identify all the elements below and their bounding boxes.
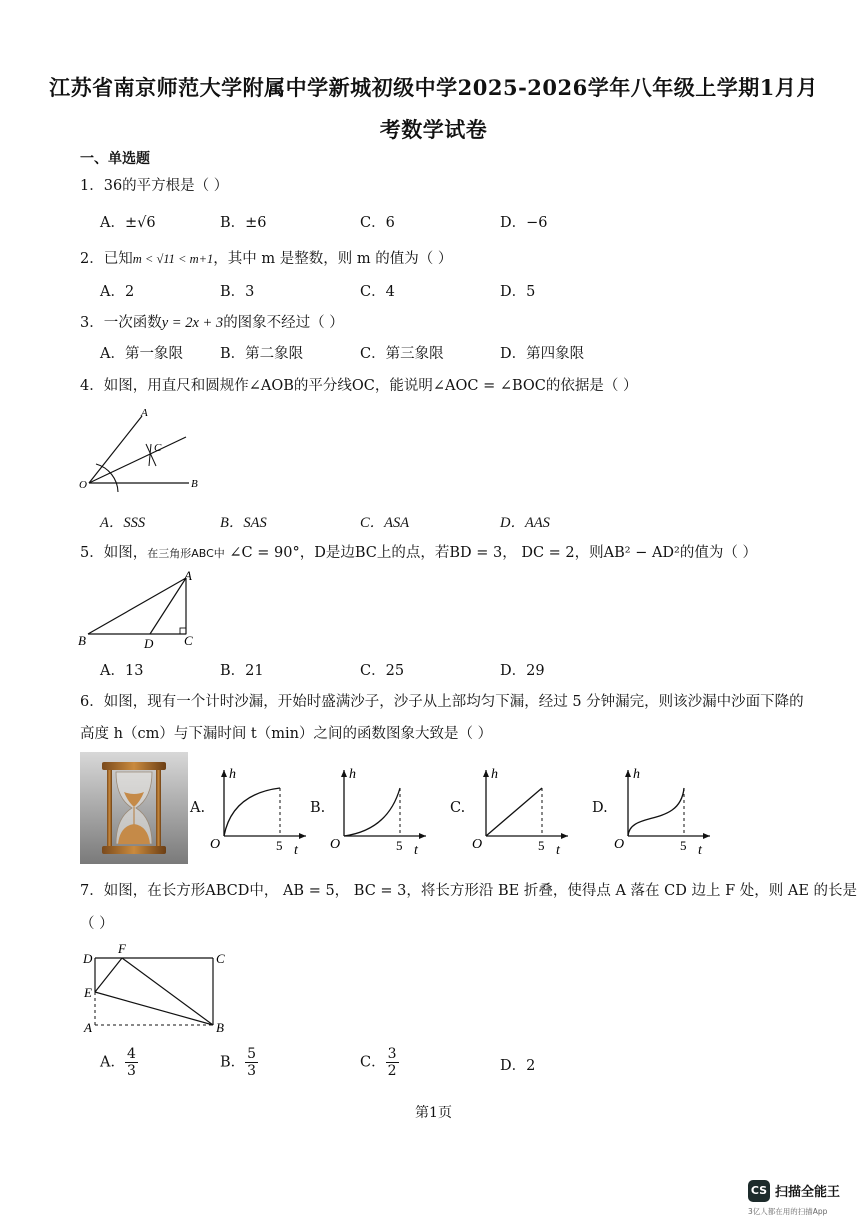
svg-text:t: t xyxy=(414,843,418,858)
label-a: A xyxy=(184,568,192,583)
q1-option-d: D．−6 xyxy=(500,215,548,231)
question-2: 2．已知m < √11 < m+1，其中 m 是整数，则 m 的值为（ ） xyxy=(80,251,453,267)
svg-text:5: 5 xyxy=(680,838,687,853)
question-3: 3．一次函数y = 2x + 3的图象不经过（ ） xyxy=(80,315,344,331)
exam-title-line1: 江苏省南京师范大学附属中学新城初级中学2025-2026学年八年级上学期1月月 xyxy=(49,75,818,100)
question-5: 5．如图，在三角形ABC中 ∠C = 90°，D是边BC上的点，若BD = 3， DC = 2，则AB² − AD²的值为（ ） xyxy=(80,545,757,561)
q7-option-a: A． $\frac{4}{3}$ xyxy=(100,1046,136,1079)
scanner-watermark xyxy=(748,1178,858,1218)
q6-option-c-label: C. xyxy=(450,800,466,816)
exam-title-line2: 考数学试卷 xyxy=(379,117,488,142)
q4-option-c: C．ASA xyxy=(360,515,410,531)
q6-graph-b xyxy=(326,764,431,859)
q6-option-a-label: A. xyxy=(190,800,206,816)
question-7-line2: （ ） xyxy=(80,916,114,932)
q2-option-c: C．4 xyxy=(360,284,395,300)
q2-option-b: B．3 xyxy=(220,284,255,300)
q3-option-d: D．第四象限 xyxy=(500,346,585,362)
svg-text:h: h xyxy=(349,767,356,782)
q4-option-a: A．SSS xyxy=(100,515,146,531)
q3-option-c: C．第三象限 xyxy=(360,346,444,362)
q6-graph-c xyxy=(468,764,573,859)
label-b: B xyxy=(78,633,86,648)
svg-text:O: O xyxy=(210,837,221,852)
label-d: D xyxy=(83,951,93,966)
q7-option-c: C． $\frac{3}{2}$ xyxy=(360,1046,397,1079)
svg-text:t: t xyxy=(698,843,702,858)
q4-angle-bisector-figure xyxy=(76,404,206,496)
label-c: C xyxy=(184,633,193,648)
question-7: 7．如图，在长方形ABCD中， AB = 5， BC = 3，将长方形沿 BE 折叠，使得点 A 落在 CD 边上 F 处，则 AE 的长是 xyxy=(80,883,858,899)
section-heading: 一、单选题 xyxy=(80,151,150,167)
q3-option-a: A．第一象限 xyxy=(100,346,183,362)
label-e: E xyxy=(84,985,92,1000)
label-f: F xyxy=(118,941,126,956)
q6-option-b-label: B. xyxy=(310,800,326,816)
q7-rectangle-fold-figure xyxy=(80,940,240,1036)
svg-text:5: 5 xyxy=(396,838,403,853)
camscanner-logo-icon: CS xyxy=(748,1180,770,1202)
svg-text:5: 5 xyxy=(538,838,545,853)
brand-name: 扫描全能王 xyxy=(775,1185,841,1200)
q6-graph-a xyxy=(206,764,311,859)
q1-option-a: A．±√6 xyxy=(100,215,156,231)
q1-option-b: B．±6 xyxy=(220,215,267,231)
q5-option-c: C．25 xyxy=(360,663,405,679)
svg-text:h: h xyxy=(229,767,236,782)
label-b: B xyxy=(216,1020,224,1035)
q1-option-c: C．6 xyxy=(360,215,395,231)
brand-tagline: 3亿人都在用的扫描App xyxy=(748,1207,828,1216)
question-6-line2: 高度 h（cm）与下漏时间 t（min）之间的函数图象大致是（ ） xyxy=(80,726,493,742)
label-a: A xyxy=(141,407,148,419)
q5-right-triangle-figure xyxy=(76,566,206,652)
svg-text:t: t xyxy=(556,843,560,858)
hourglass-image xyxy=(80,752,188,864)
q5-option-b: B．21 xyxy=(220,663,264,679)
question-6: 6．如图，现有一个计时沙漏，开始时盛满沙子，沙子从上部均匀下漏，经过 5 分钟漏完，则该沙漏中沙面下降的 xyxy=(80,694,804,710)
svg-text:O: O xyxy=(330,837,341,852)
label-c: C xyxy=(216,951,225,966)
q7-option-d: D．2 xyxy=(500,1058,536,1074)
svg-text:5: 5 xyxy=(276,838,283,853)
svg-text:t: t xyxy=(294,843,298,858)
label-a: A xyxy=(84,1020,92,1035)
q6-graph-d xyxy=(610,764,715,859)
q3-option-b: B．第二象限 xyxy=(220,346,304,362)
q5-option-d: D．29 xyxy=(500,663,545,679)
svg-text:h: h xyxy=(491,767,498,782)
svg-text:O: O xyxy=(614,837,625,852)
q4-option-b: B．SAS xyxy=(220,515,267,531)
q4-option-d: D．AAS xyxy=(500,515,550,531)
label-b: B xyxy=(191,478,198,490)
q2-option-a: A．2 xyxy=(100,284,135,300)
page-number: 第1页 xyxy=(415,1105,452,1121)
svg-text:O: O xyxy=(472,837,483,852)
q7-option-b: B． $\frac{5}{3}$ xyxy=(220,1046,257,1079)
svg-text:h: h xyxy=(633,767,640,782)
q2-option-d: D．5 xyxy=(500,284,536,300)
label-o: O xyxy=(79,479,87,491)
label-c: C xyxy=(154,442,162,454)
question-4: 4．如图，用直尺和圆规作∠AOB的平分线OC，能说明∠AOC = ∠BOC的依据是（ ） xyxy=(80,378,638,394)
label-d: D xyxy=(144,636,154,651)
q6-option-d-label: D. xyxy=(592,800,608,816)
question-1: 1．36的平方根是（ ） xyxy=(80,178,229,194)
q5-option-a: A．13 xyxy=(100,663,144,679)
